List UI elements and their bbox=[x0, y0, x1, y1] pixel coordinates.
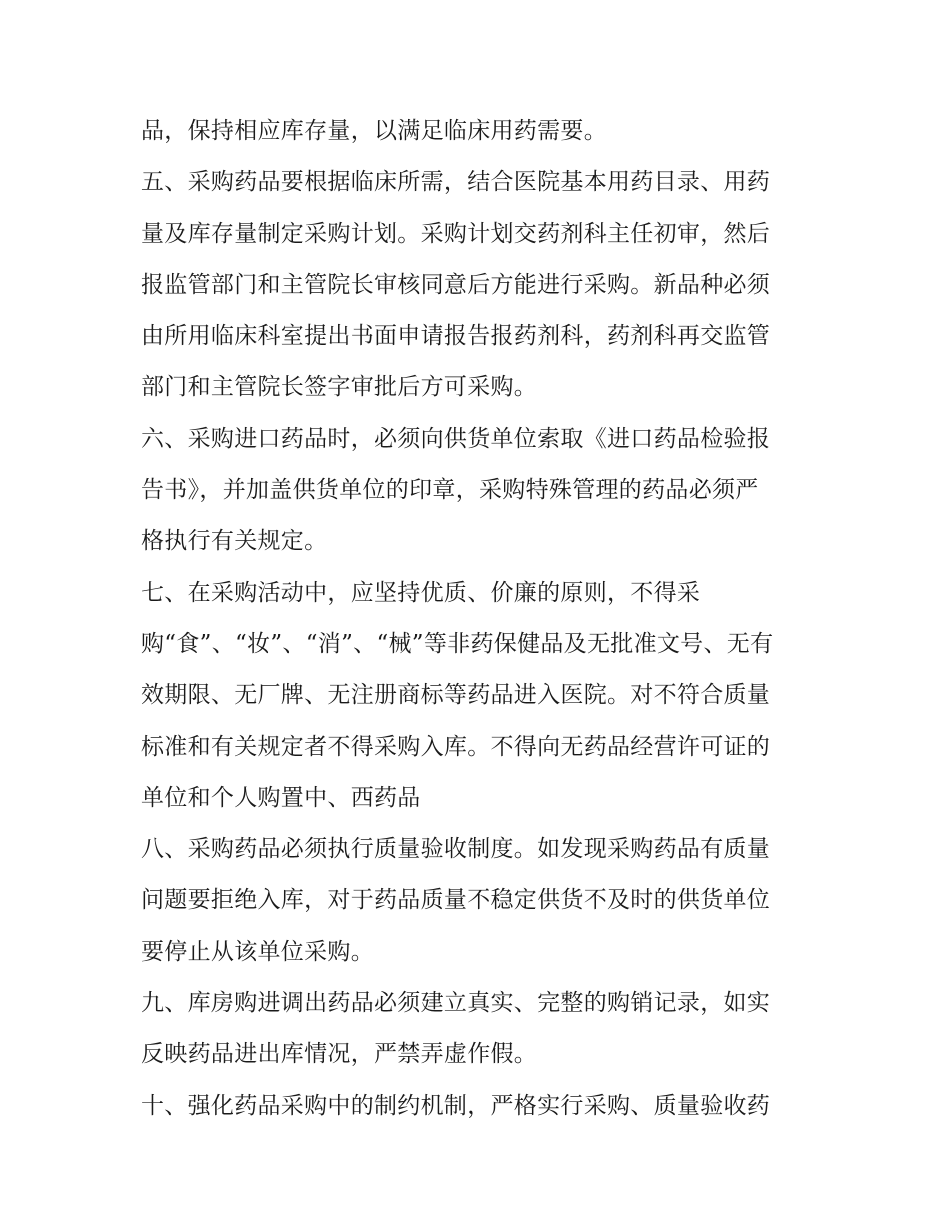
text-line: 六、采购进口药品时，必须向供货单位索取《进口药品检验报 bbox=[141, 425, 771, 452]
text-line: 量及库存量制定采购计划。采购计划交药剂科主任初审，然后 bbox=[141, 220, 771, 247]
text-line: 标准和有关规定者不得采购入库。不得向无药品经营许可证的 bbox=[141, 733, 771, 760]
text-line: 格执行有关规定。 bbox=[141, 528, 328, 555]
text-line: 报监管部门和主管院长审核同意后方能进行采购。新品种必须 bbox=[141, 271, 771, 298]
text-line: 部门和主管院长签字审批后方可采购。 bbox=[141, 374, 538, 401]
text-line: 购“食”、“妆”、“消”、“械”等非药保健品及无批准文号、无有 bbox=[141, 630, 774, 657]
text-line: 八、采购药品必须执行质量验收制度。如发现采购药品有质量 bbox=[141, 836, 771, 863]
text-line: 问题要拒绝入库，对于药品质量不稳定供货不及时的供货单位 bbox=[141, 887, 771, 914]
text-line: 由所用临床科室提出书面申请报告报药剂科，药剂科再交监管 bbox=[141, 323, 771, 350]
text-line: 反映药品进出库情况，严禁弄虚作假。 bbox=[141, 1041, 538, 1068]
text-line: 要停止从该单位采购。 bbox=[141, 938, 374, 965]
text-line: 五、采购药品要根据临床所需，结合医院基本用药目录、用药 bbox=[141, 169, 771, 196]
text-line: 品，保持相应库存量，以满足临床用药需要。 bbox=[141, 118, 607, 144]
text-line: 十、强化药品采购中的制约机制，严格实行采购、质量验收药 bbox=[141, 1092, 771, 1119]
text-line: 单位和个人购置中、西药品 bbox=[141, 784, 421, 811]
document-body bbox=[141, 106, 821, 1132]
text-line: 九、库房购进调出药品必须建立真实、完整的购销记录，如实 bbox=[141, 990, 771, 1017]
text-line: 告书》，并加盖供货单位的印章，采购特殊管理的药品必须严 bbox=[141, 477, 759, 504]
text-line: 效期限、无厂牌、无注册商标等药品进入医院。对不符合质量 bbox=[141, 682, 771, 709]
text-line: 七、在采购活动中，应坚持优质、价廉的原则，不得采 bbox=[141, 579, 701, 606]
